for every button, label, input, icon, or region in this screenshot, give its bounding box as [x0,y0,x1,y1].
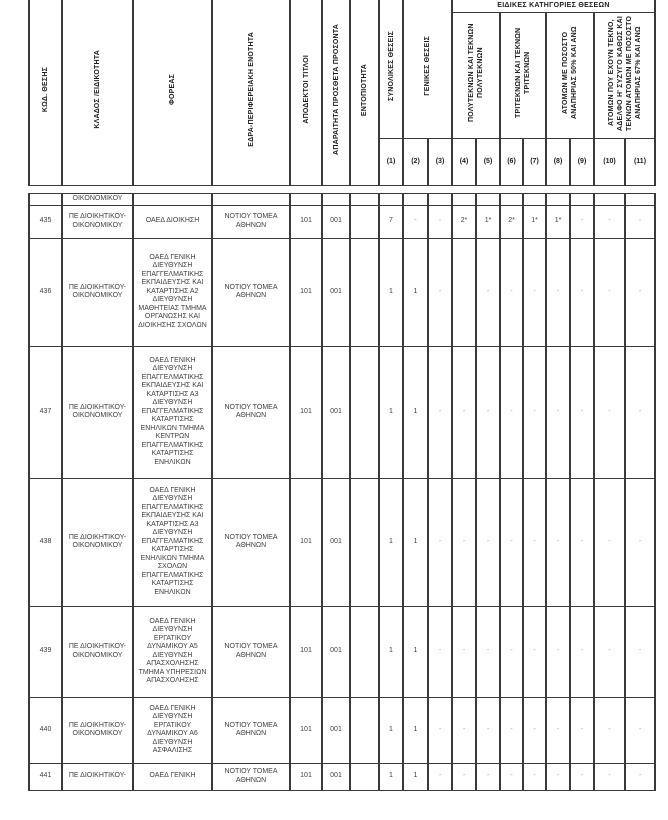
col-number-9: (9) [570,138,594,185]
cell-col-2: 1 [403,606,428,697]
cell-entopiotita [350,697,379,763]
cell-col-7: - [523,763,546,790]
cell-edra [212,194,290,206]
table-row-437 [29,346,655,478]
cell-col-9: - [570,346,594,478]
cell-col-3: - [428,697,452,763]
col-header-seat [212,0,290,185]
cell-col-8: - [546,478,570,606]
cell-prosonta: 001 [322,205,350,238]
col-number-10: (10) [594,138,625,185]
cell-code: 436 [29,238,62,346]
cell-entopiotita [350,763,379,790]
cell-edra: ΝΟΤΙΟΥ ΤΟΜΕΑ ΑΘΗΝΩΝ [212,478,290,606]
col-header-disability-67-relatives-label: ΑΤΟΜΩΝ ΠΟΥ ΕΧΟΥΝ ΤΕΚΝΟ, ΑΔΕΛΦΟ Η' ΣΥΖΥΓΟ ΚΑΘΩΣ ΚΑΙ ΤΕΚΝΩΝ ΑΤΟΜΩΝ ΜΕ ΠΟΣΟΣΤΟ ΑΝΑΠΗΡΙΑΣ 67% ΚΑΙ ΑΝΩ [607,14,642,131]
cell-foreas: ΟΑΕΔ ΓΕΝΙΚΗ ΔΙΕΥΘΥΝΣΗ ΕΡΓΑΤΙΚΟΥ ΔΥΝΑΜΙΚΟΥ Α5 ΔΙΕΥΘΥΝΣΗ ΑΠΑΣΧΟΛΗΣΗΣ ΤΜΗΜΑ ΥΠΗΡΕΣΙΩΝ ΑΠΑΣΧΟΛΗΣΗΣ [133,606,212,697]
col-header-seat-label: ΕΔΡΑ-ΠΕΡΙΦΕΡΕΙΑΚΗ ΕΝΟΤΗΤΑ [247,32,255,148]
cell-titloi: 101 [290,346,322,478]
cell-code: 435 [29,205,62,238]
col-number-5: (5) [476,138,500,185]
cell-col-3: - [428,346,452,478]
col-header-disability-50-label: ΑΤΟΜΩΝ ΜΕ ΠΟΣΟΣΤΟ ΑΝΑΠΗΡΙΑΣ 50% ΚΑΙ ΑΝΩ [562,26,578,119]
table-row-438 [29,478,655,606]
col-header-agency [133,0,212,185]
cell-col-9: - [570,697,594,763]
cell-entopiotita [350,346,379,478]
col-number-8: (8) [546,138,570,185]
col-number-6: (6) [500,138,523,185]
cell-col-4: - [452,478,476,606]
cell-col-8: - [546,606,570,697]
col-header-locality [350,0,379,185]
cell-col-11: - [625,478,655,606]
col-header-branch [62,0,133,185]
cell-col-3: - [428,478,452,606]
cell-col-9: - [570,763,594,790]
col-header-position-code [29,0,62,185]
cell-col-6: - [500,346,523,478]
cell-entopiotita [350,606,379,697]
cell-col-2: 1 [403,697,428,763]
cell-code: 441 [29,763,62,790]
cell-col-2: - [403,205,428,238]
cell-prosonta: 001 [322,346,350,478]
cell-edra: ΝΟΤΙΟΥ ΤΟΜΕΑ ΑΘΗΝΩΝ [212,697,290,763]
cell-edra: ΝΟΤΙΟΥ ΤΟΜΕΑ ΑΘΗΝΩΝ [212,763,290,790]
col-header-polyteknon-label: ΠΟΛΥΤΕΚΝΩΝ ΚΑΙ ΤΕΚΝΩΝ ΠΟΛΥΤΕΚΝΩΝ [468,23,484,122]
cell-foreas: ΟΑΕΔ ΓΕΝΙΚΗ ΔΙΕΥΘΥΝΣΗ ΕΠΑΓΓΕΛΜΑΤΙΚΗΣ ΕΚΠΑΙΔΕΥΣΗΣ ΚΑΙ ΚΑΤΑΡΤΙΣΗΣ Α3 ΔΙΕΥΘΥΝΣΗ ΕΠΑΓΓΕΛΜΑΤΙΚΗΣ ΚΑΤΑΡΤΙΣΗΣ ΕΝΗΛΙΚΩΝ ΤΜΗΜΑ ΣΧΟΛΩΝ ΕΠΑΓΓΕΛΜΑΤΙΚΗΣ ΚΑΤΑΡΤΙΣΗΣ ΕΝΗΛΙΚΩΝ [133,478,212,606]
cell-col-6: - [500,763,523,790]
cell-edra: ΝΟΤΙΟΥ ΤΟΜΕΑ ΑΘΗΝΩΝ [212,238,290,346]
cell-col-11: - [625,238,655,346]
cell-col-8: - [546,697,570,763]
cell-col-5: - [476,478,500,606]
col-header-branch-label: ΚΛΑΔΟΣ /ΕΙΔΙΚΟΤΗΤΑ [94,50,101,130]
cell-col-7: - [523,238,546,346]
cell-prosonta: 001 [322,697,350,763]
col-header-locality-label: ΕΝΤΟΠΙΟΤΗΤΑ [361,63,368,116]
table-row-carryover [29,194,655,206]
table-row-441 [29,763,655,790]
cell-edra: ΝΟΤΙΟΥ ΤΟΜΕΑ ΑΘΗΝΩΝ [212,606,290,697]
cell-col-4: - [452,346,476,478]
cell-foreas: ΟΑΕΔ ΓΕΝΙΚΗ ΔΙΕΥΘΥΝΣΗ ΕΡΓΑΤΙΚΟΥ ΔΥΝΑΜΙΚΟΥ Α6 ΔΙΕΥΘΥΝΣΗ ΑΣΦΑΛΙΣΗΣ [133,697,212,763]
col-header-general-positions-label: ΓΕΝΙΚΕΣ ΘΕΣΕΙΣ [424,36,431,97]
cell-edra: ΝΟΤΙΟΥ ΤΟΜΕΑ ΑΘΗΝΩΝ [212,205,290,238]
cell-col-10: - [594,205,625,238]
table-row-440 [29,697,655,763]
cell-edra: ΝΟΤΙΟΥ ΤΟΜΕΑ ΑΘΗΝΩΝ [212,346,290,478]
cell-col-10: - [594,763,625,790]
col-header-position-code-label: ΚΩΔ. ΘΕΣΗΣ [42,67,49,113]
cell-col-8: - [546,238,570,346]
cell-col-5: - [476,763,500,790]
special-categories-banner: ΕΙΔΙΚΕΣ ΚΑΤΗΓΟΡΙΕΣ ΘΕΣΕΩΝ [452,0,655,12]
cell-col-7: - [523,478,546,606]
cell-col-2: 1 [403,238,428,346]
cell-col-4: - [452,606,476,697]
cell-code: 437 [29,346,62,478]
cell-col-10: - [594,478,625,606]
cell-klados: ΠΕ ΔΙΟΙΚΗΤΙΚΟΥ-ΟΙΚΟΝΟΜΙΚΟΥ [62,346,133,478]
col-header-total-positions-label: ΣΥΝΟΛΙΚΕΣ ΘΕΣΕΙΣ [387,31,395,102]
cell-klados: ΠΕ ΔΙΟΙΚΗΤΙΚΟΥ-ΟΙΚΟΝΟΜΙΚΟΥ [62,238,133,346]
cell-titloi: 101 [290,763,322,790]
cell-entopiotita [350,478,379,606]
cell-col-3: - [428,205,452,238]
cell-col-10: - [594,606,625,697]
col-header-required-qualifications [322,0,350,185]
positions-table-header [28,0,656,186]
col-header-required-qualifications-label: ΑΠΑΡΑΙΤΗΤΑ ΠΡΟΣΘΕΤΑ ΠΡΟΣΟΝΤΑ [332,24,340,156]
cell-prosonta: 001 [322,763,350,790]
cell-col-1: 1 [379,238,403,346]
cell-col-9: - [570,238,594,346]
cell-col-11 [625,194,655,206]
cell-col-2: 1 [403,478,428,606]
cell-klados: ΟΙΚΟΝΟΜΙΚΟΥ [62,194,133,206]
cell-col-7: - [523,346,546,478]
cell-prosonta: 001 [322,478,350,606]
col-header-agency-label: ΦΟΡΕΑΣ [169,74,176,106]
cell-col-7 [523,194,546,206]
cell-col-9 [570,194,594,206]
col-header-triteknon [500,12,546,138]
cell-col-10: - [594,238,625,346]
cell-col-3 [428,194,452,206]
cell-entopiotita [350,205,379,238]
cell-col-8 [546,194,570,206]
col-header-triteknon-label: ΤΡΙΤΕΚΝΩΝ ΚΑΙ ΤΕΚΝΩΝ ΤΡΙΤΕΚΝΩΝ [515,27,531,118]
cell-col-6 [500,194,523,206]
cell-titloi: 101 [290,606,322,697]
cell-col-10 [594,194,625,206]
cell-titloi: 101 [290,238,322,346]
positions-table-body [28,193,656,791]
col-header-polyteknon [452,12,500,138]
cell-entopiotita [350,238,379,346]
cell-col-4 [452,238,476,346]
cell-col-3: - [428,763,452,790]
table-row-439 [29,606,655,697]
col-header-disability-50 [546,12,594,138]
cell-col-2: 1 [403,346,428,478]
cell-entopiotita [350,194,379,206]
table-row-435 [29,205,655,238]
cell-col-5: - [476,238,500,346]
cell-col-1: 1 [379,697,403,763]
col-number-2: (2) [403,138,428,185]
cell-col-10: - [594,346,625,478]
cell-col-11: - [625,606,655,697]
cell-titloi: 101 [290,478,322,606]
cell-code: 438 [29,478,62,606]
cell-col-6: - [500,697,523,763]
cell-col-5 [476,194,500,206]
cell-code: 439 [29,606,62,697]
cell-col-5: - [476,346,500,478]
cell-col-1: 1 [379,606,403,697]
cell-col-4: - [452,697,476,763]
cell-col-9: - [570,478,594,606]
col-number-7: (7) [523,138,546,185]
cell-foreas: ΟΑΕΔ ΔΙΟΙΚΗΣΗ [133,205,212,238]
cell-col-9: - [570,606,594,697]
col-header-general-positions [403,0,452,138]
cell-col-6: - [500,238,523,346]
cell-col-8: - [546,346,570,478]
cell-col-1 [379,194,403,206]
cell-prosonta: 001 [322,238,350,346]
cell-col-11: - [625,205,655,238]
col-number-3: (3) [428,138,452,185]
cell-foreas [133,194,212,206]
cell-klados: ΠΕ ΔΙΟΙΚΗΤΙΚΟΥ-ΟΙΚΟΝΟΜΙΚΟΥ [62,697,133,763]
cell-col-4 [452,194,476,206]
cell-col-1: 1 [379,346,403,478]
col-header-total-positions [379,0,403,138]
cell-code: 440 [29,697,62,763]
cell-klados: ΠΕ ΔΙΟΙΚΗΤΙΚΟΥ-ΟΙΚΟΝΟΜΙΚΟΥ [62,205,133,238]
cell-col-11: - [625,763,655,790]
cell-titloi: 101 [290,205,322,238]
col-header-accepted-titles-label: ΑΠΟΔΕΚΤΟΙ ΤΙΤΛΟΙ [302,55,310,125]
cell-col-7: 1* [523,205,546,238]
cell-titloi [290,194,322,206]
cell-foreas: ΟΑΕΔ ΓΕΝΙΚΗ [133,763,212,790]
cell-col-11: - [625,346,655,478]
cell-klados: ΠΕ ΔΙΟΙΚΗΤΙΚΟΥ-ΟΙΚΟΝΟΜΙΚΟΥ [62,478,133,606]
cell-col-5: 1* [476,205,500,238]
col-number-4: (4) [452,138,476,185]
col-header-accepted-titles [290,0,322,185]
cell-col-6: 2* [500,205,523,238]
cell-col-1: 7 [379,205,403,238]
cell-col-4: - [452,763,476,790]
cell-col-1: 1 [379,478,403,606]
cell-col-2 [403,194,428,206]
col-number-1: (1) [379,138,403,185]
cell-titloi: 101 [290,697,322,763]
cell-foreas: ΟΑΕΔ ΓΕΝΙΚΗ ΔΙΕΥΘΥΝΣΗ ΕΠΑΓΓΕΛΜΑΤΙΚΗΣ ΕΚΠΑΙΔΕΥΣΗΣ ΚΑΙ ΚΑΤΑΡΤΙΣΗΣ Α3 ΔΙΕΥΘΥΝΣΗ ΕΠΑΓΓΕΛΜΑΤΙΚΗΣ ΚΑΤΑΡΤΙΣΗΣ ΕΝΗΛΙΚΩΝ ΤΜΗΜΑ ΚΕΝΤΡΩΝ ΕΠΑΓΓΕΛΜΑΤΙΚΗΣ ΚΑΤΑΡΤΙΣΗΣ ΕΝΗΛΙΚΩΝ [133,346,212,478]
cell-col-5: - [476,606,500,697]
cell-col-4: 2* [452,205,476,238]
cell-col-5: - [476,697,500,763]
cell-col-6: - [500,606,523,697]
cell-klados: ΠΕ ΔΙΟΙΚΗΤΙΚΟΥ-ΟΙΚΟΝΟΜΙΚΟΥ [62,606,133,697]
cell-col-11: - [625,697,655,763]
cell-col-7: - [523,606,546,697]
cell-col-10: - [594,697,625,763]
cell-foreas: ΟΑΕΔ ΓΕΝΙΚΗ ΔΙΕΥΘΥΝΣΗ ΕΠΑΓΓΕΛΜΑΤΙΚΗΣ ΕΚΠΑΙΔΕΥΣΗΣ ΚΑΙ ΚΑΤΑΡΤΙΣΗΣ Α2 ΔΙΕΥΘΥΝΣΗ ΜΑΘΗΤΕΙΑΣ ΤΜΗΜΑ ΟΡΓΑΝΩΣΗΣ ΚΑΙ ΔΙΟΙΚΗΣΗΣ ΣΧΟΛΩΝ [133,238,212,346]
cell-col-3: - [428,238,452,346]
cell-col-9: - [570,205,594,238]
cell-col-6: - [500,478,523,606]
cell-prosonta [322,194,350,206]
cell-col-7: - [523,697,546,763]
cell-col-8: - [546,763,570,790]
col-number-11: (11) [625,138,655,185]
cell-col-1: 1 [379,763,403,790]
table-row-436 [29,238,655,346]
cell-col-8: 1* [546,205,570,238]
cell-klados: ΠΕ ΔΙΟΙΚΗΤΙΚΟΥ- [62,763,133,790]
cell-code [29,194,62,206]
cell-col-3: - [428,606,452,697]
cell-col-2: 1 [403,763,428,790]
cell-prosonta: 001 [322,606,350,697]
col-header-disability-67-relatives [594,12,655,138]
